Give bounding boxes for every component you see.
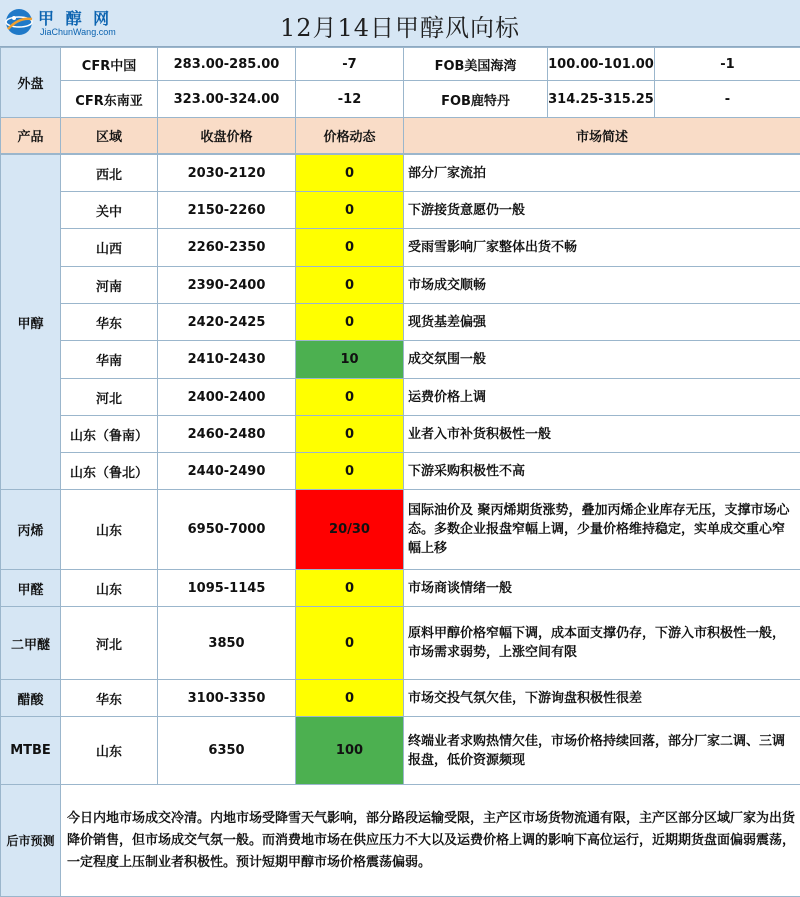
table-row <box>1 453 800 490</box>
product-label: 甲醇 <box>1 155 61 490</box>
table-row <box>1 717 800 785</box>
table-row <box>1 341 800 379</box>
region-cell: 河南 <box>61 267 158 304</box>
desc-cell: 部分厂家流拍 <box>404 155 800 192</box>
desc-cell: 下游采购积极性不高 <box>404 453 800 490</box>
table-row <box>1 416 800 453</box>
forecast-label: 后市预测 <box>1 785 61 897</box>
outer-market-price: 314.25-315.25 <box>548 81 655 118</box>
price-cell: 3100-3350 <box>158 680 296 717</box>
desc-cell: 下游接货意愿仍一般 <box>404 192 800 229</box>
product-label: 甲醛 <box>1 570 61 607</box>
header-price: 收盘价格 <box>158 118 296 154</box>
change-cell: 0 <box>296 570 404 607</box>
detail-table <box>0 154 800 897</box>
price-cell: 2420-2425 <box>158 304 296 341</box>
outer-label: 外盘 <box>1 48 61 118</box>
desc-cell: 市场交投气氛欠佳，下游询盘积极性很差 <box>404 680 800 717</box>
change-cell: 100 <box>296 717 404 785</box>
region-cell: 河北 <box>61 379 158 416</box>
outer-row <box>1 48 800 81</box>
change-cell: 0 <box>296 607 404 680</box>
outer-market-name: CFR东南亚 <box>61 81 158 118</box>
header-change: 价格动态 <box>296 118 404 154</box>
product-label: MTBE <box>1 717 61 785</box>
title-bar <box>0 0 800 47</box>
change-cell: 20/30 <box>296 490 404 570</box>
change-cell: 0 <box>296 267 404 304</box>
change-cell: 0 <box>296 453 404 490</box>
region-cell: 华东 <box>61 304 158 341</box>
region-cell: 山东（鲁南） <box>61 416 158 453</box>
outer-row <box>1 81 800 118</box>
region-cell: 山东（鲁北） <box>61 453 158 490</box>
desc-cell: 业者入市补货积极性一般 <box>404 416 800 453</box>
desc-cell: 市场商谈情绪一般 <box>404 570 800 607</box>
price-cell: 6950-7000 <box>158 490 296 570</box>
change-cell: 0 <box>296 416 404 453</box>
outer-market-change: - <box>655 81 800 118</box>
header-desc: 市场简述 <box>404 118 800 154</box>
outer-market-name: FOB美国海湾 <box>404 48 548 81</box>
table-row <box>1 607 800 680</box>
region-cell: 山西 <box>61 229 158 267</box>
table-row <box>1 490 800 570</box>
change-cell: 0 <box>296 192 404 229</box>
outer-market-name: FOB鹿特丹 <box>404 81 548 118</box>
outer-market-name: CFR中国 <box>61 48 158 81</box>
price-cell: 2440-2490 <box>158 453 296 490</box>
outer-market-price: 100.00-101.00 <box>548 48 655 81</box>
change-cell: 0 <box>296 155 404 192</box>
desc-cell: 运费价格上调 <box>404 379 800 416</box>
price-cell: 1095-1145 <box>158 570 296 607</box>
outer-market-change: -12 <box>296 81 404 118</box>
product-label: 醋酸 <box>1 680 61 717</box>
change-cell: 0 <box>296 304 404 341</box>
product-label: 二甲醚 <box>1 607 61 680</box>
column-header-row <box>1 118 800 154</box>
price-cell: 3850 <box>158 607 296 680</box>
outer-market-change: -7 <box>296 48 404 81</box>
outer-market-price: 323.00-324.00 <box>158 81 296 118</box>
region-cell: 山东 <box>61 490 158 570</box>
desc-cell: 市场成交顺畅 <box>404 267 800 304</box>
outer-market-price: 283.00-285.00 <box>158 48 296 81</box>
change-cell: 0 <box>296 680 404 717</box>
outer-market-change: -1 <box>655 48 800 81</box>
price-cell: 2030-2120 <box>158 155 296 192</box>
desc-cell: 原料甲醇价格窄幅下调，成本面支撑仍存，下游入市积极性一般，市场需求弱势，上涨空间有限 <box>404 607 800 680</box>
table-row <box>1 192 800 229</box>
table-row <box>1 304 800 341</box>
price-table <box>0 47 800 154</box>
price-cell: 6350 <box>158 717 296 785</box>
region-cell: 河北 <box>61 607 158 680</box>
table-row <box>1 680 800 717</box>
price-cell: 2390-2400 <box>158 267 296 304</box>
forecast-text: 今日内地市场成交冷清。内地市场受降雪天气影响，部分路段运输受限，主产区市场货物流通有限，主产区部分区域厂家为出货降价销售，但市场成交气氛一般。而消费地市场在供应压力不大以及运费价格上调的影响下高位运行，近期期货盘面偏弱震荡，一定程度上压制业者积极性。预计短期甲醇市场价格震荡偏弱。 <box>61 785 800 897</box>
change-cell: 0 <box>296 379 404 416</box>
region-cell: 关中 <box>61 192 158 229</box>
desc-cell: 终端业者求购热情欠佳，市场价格持续回落，部分厂家二调、三调报盘，低价资源频现 <box>404 717 800 785</box>
region-cell: 山东 <box>61 570 158 607</box>
change-cell: 0 <box>296 229 404 267</box>
price-cell: 2260-2350 <box>158 229 296 267</box>
desc-cell: 现货基差偏强 <box>404 304 800 341</box>
header-product: 产品 <box>1 118 61 154</box>
region-cell: 华南 <box>61 341 158 379</box>
table-row <box>1 229 800 267</box>
price-cell: 2460-2480 <box>158 416 296 453</box>
desc-cell: 成交氛围一般 <box>404 341 800 379</box>
forecast-row <box>1 785 800 897</box>
desc-cell: 受雨雪影响厂家整体出货不畅 <box>404 229 800 267</box>
table-row <box>1 570 800 607</box>
logo-text: 甲 醇 网 <box>38 9 113 28</box>
table-row <box>1 155 800 192</box>
table-row <box>1 267 800 304</box>
region-cell: 西北 <box>61 155 158 192</box>
price-cell: 2150-2260 <box>158 192 296 229</box>
region-cell: 山东 <box>61 717 158 785</box>
table-row <box>1 379 800 416</box>
product-label: 丙烯 <box>1 490 61 570</box>
price-cell: 2410-2430 <box>158 341 296 379</box>
logo-url: JiaChunWang.com <box>40 27 116 37</box>
price-cell: 2400-2400 <box>158 379 296 416</box>
region-cell: 华东 <box>61 680 158 717</box>
page-title: 12月14日甲醇风向标 <box>279 14 521 42</box>
header-region: 区域 <box>61 118 158 154</box>
change-cell: 10 <box>296 341 404 379</box>
desc-cell: 国际油价及 聚丙烯期货涨势，叠加丙烯企业库存无压，支撑市场心态。多数企业报盘窄幅上调，少量价格维持稳定，实单成交重心窄幅上移 <box>404 490 800 570</box>
